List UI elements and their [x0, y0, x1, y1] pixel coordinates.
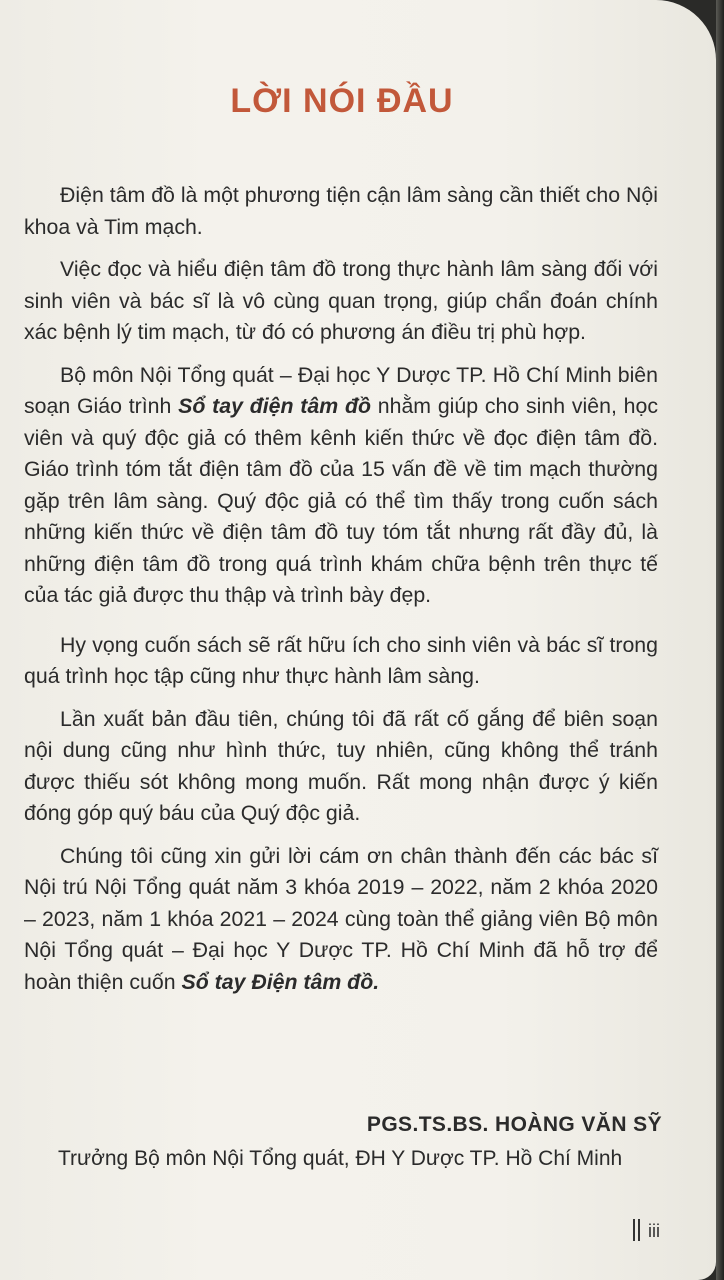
book-title-emphasis: Sổ tay điện tâm đồ — [178, 394, 371, 418]
book-title-emphasis-2: Sổ tay Điện tâm đồ. — [181, 969, 380, 994]
page-number — [633, 1219, 660, 1242]
paragraph-6 — [24, 841, 658, 999]
page-number-label: iii — [648, 1221, 660, 1241]
preface-body — [24, 180, 658, 1009]
book-edge-shadow — [716, 0, 724, 1280]
page-number-divider — [633, 1219, 635, 1241]
paragraph-3 — [24, 360, 658, 612]
paragraph-4: Hy vọng cuốn sách sẽ rất hữu ích cho sinh viên và bác sĩ trong quá trình học tập cũng như thực hành lâm sàng. — [24, 632, 658, 688]
paragraph-3-text-b: nhằm giúp cho sinh viên, học viên và quý độc giả có thêm kênh kiến thức về đọc điện tâm đồ. Giáo trình tóm tắt điện tâm đồ của 15 vấn đề về tim mạch thường gặp trên lâm sàng. Quý độc giả có thể tìm thấy trong cuốn sách những kiến thức về điện tâm đồ tuy tóm tắt nhưng rất đầy đủ, là những điện tâm đồ trong quá trình khám chữa bệnh trên thực tế của tác giả được thu thập và trình bày đẹp. — [24, 394, 658, 607]
paragraph-3-text-a: Bộ môn Nội Tổng quát – Đại học Y Dược TP. Hồ Chí Minh biên soạn Giáo trình — [24, 362, 658, 418]
paragraph-5: Lần xuất bản đầu tiên, chúng tôi đã rất cố gắng để biên soạn nội dung cũng như hình thức, tuy nhiên, cũng không thể tránh được thiếu sót không mong muốn. Rất mong nhận được ý kiến đóng góp quý báu của Quý độc giả. — [24, 706, 658, 825]
page-title: LỜI NÓI ĐẦU — [230, 82, 454, 120]
signature-name: PGS.TS.BS. HOÀNG VĂN SỸ — [366, 1113, 662, 1136]
signature-role: Trưởng Bộ môn Nội Tổng quát, ĐH Y Dược TP. Hồ Chí Minh — [58, 1147, 623, 1170]
paragraph-1: Điện tâm đồ là một phương tiện cận lâm sàng cần thiết cho Nội khoa và Tim mạch. — [24, 183, 658, 239]
page-number-divider-2 — [638, 1219, 640, 1241]
paragraph-2: Việc đọc và hiểu điện tâm đồ trong thực hành lâm sàng đối với sinh viên và bác sĩ là vô cùng quan trọng, giúp chẩn đoán chính xác bệnh lý tim mạch, từ đó có phương án điều trị phù hợp. — [24, 257, 658, 344]
paragraph-6-text: Chúng tôi cũng xin gửi lời cám ơn chân thành đến các bác sĩ Nội trú Nội Tổng quát năm 3 khóa 2019 – 2022, năm 2 khóa 2020 – 2023, năm 1 khóa 2021 – 2024 cùng toàn thể giảng viên Bộ môn Nội Tổng quát – Đại học Y Dược TP. Hồ Chí Minh đã hỗ trợ để hoàn thiện cuốn — [24, 843, 658, 994]
